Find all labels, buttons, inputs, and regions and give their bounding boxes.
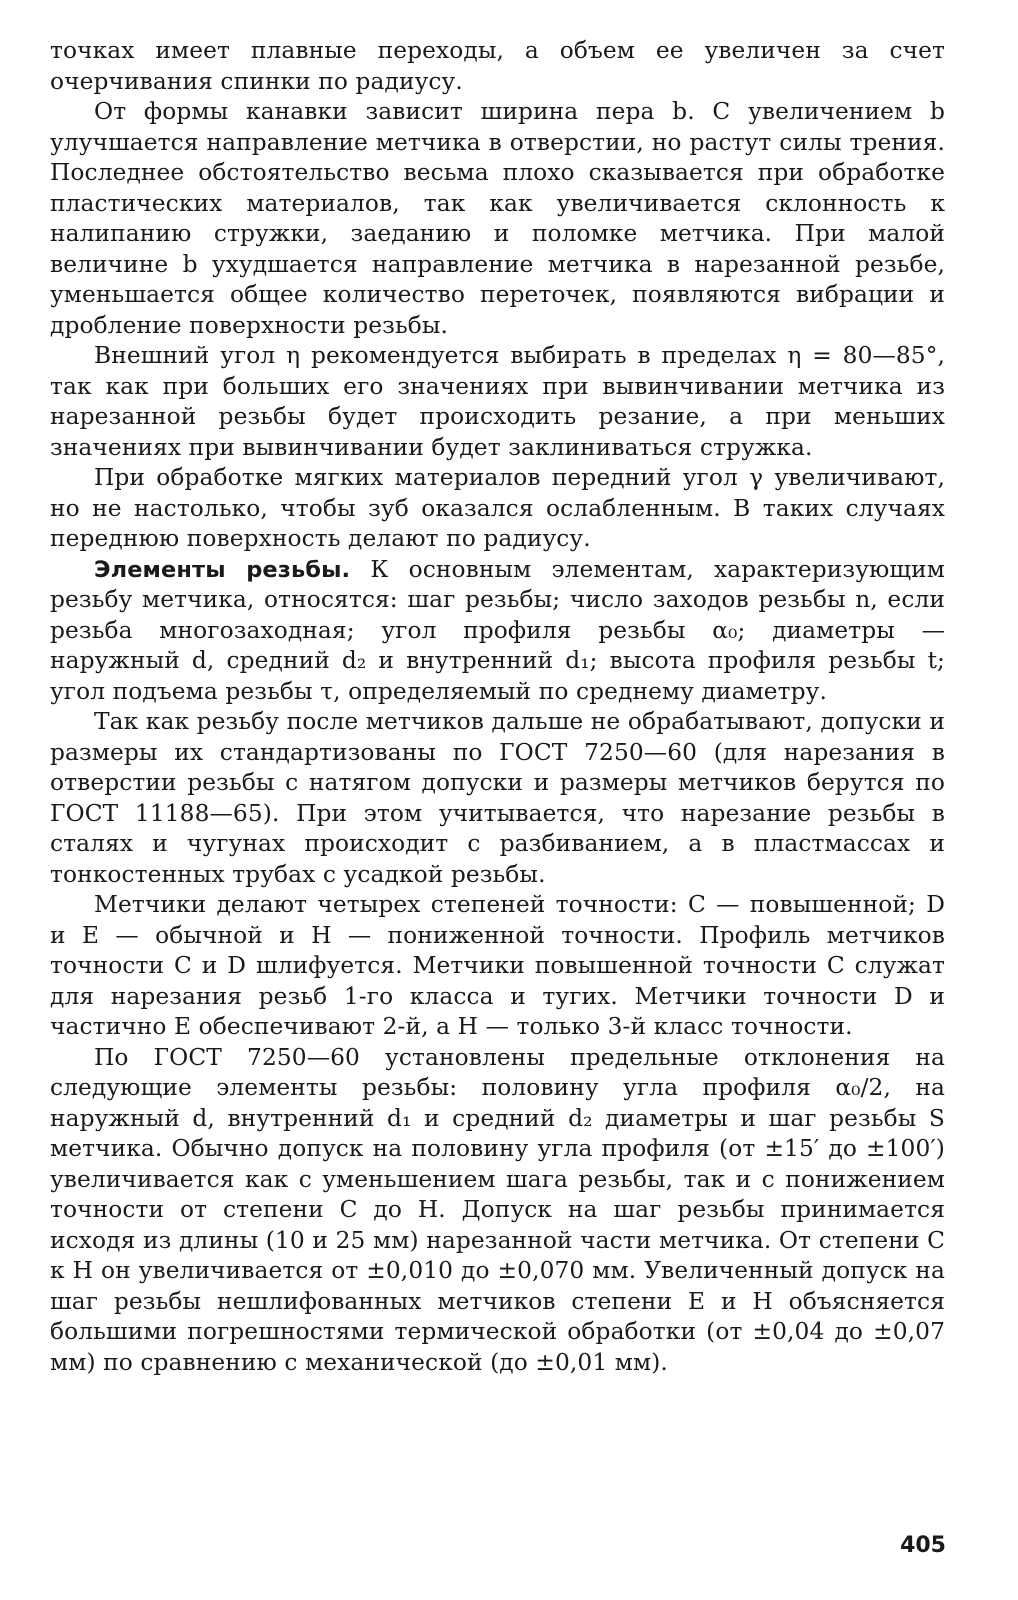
paragraph-4: При обработке мягких материалов передний угол γ увеличивают, но не настолько, чтобы зуб оказался ослабленным. В таких случаях переднюю поверхность делают по радиусу. bbox=[50, 464, 945, 552]
paragraph-3: Внешний угол η рекомендуется выбирать в пределах η = 80—85°, так как при больших его значениях при вывинчивании метчика из нарезанной резьбы будет происходить резание, а при меньших значениях при вывинчивании будет заклиниваться стружка. bbox=[50, 342, 945, 461]
paragraph-2: От формы канавки зависит ширина пера b. С увеличением b улучшается направление метчика в отверстии, но растут силы трения. Последнее обстоятельство весьма плохо сказывается при обработке пластических материалов, так как увеличивается склонность к налипанию стружки, заеданию и поломке метчика. При малой величине b ухудшается направление метчика в нарезанной резьбе, уменьшается общее количество переточек, появляются вибрации и дробление поверхности резьбы. bbox=[50, 98, 945, 339]
section-heading: Элементы резьбы. bbox=[94, 556, 351, 583]
paragraph-5: Так как резьбу после метчиков дальше не обрабатывают, допуски и размеры их стандартизованы по ГОСТ 7250—60 (для нарезания в отверстии резьбы с натягом допуски и размеры метчиков берутся по ГОСТ 11188—65). При этом учитывается, что нарезание резьбы в сталях и чугунах происходит с разбиванием, а в пластмассах и тонкостенных трубах с усадкой резьбы. bbox=[50, 708, 945, 888]
paragraph-1: точках имеет плавные переходы, а объем ее увеличен за счет очерчивания спинки по радиусу. bbox=[50, 37, 945, 95]
page-number: 405 bbox=[900, 1533, 946, 1558]
paragraph-7: По ГОСТ 7250—60 установлены предельные отклонения на следующие элементы резьбы: половину угла профиля α₀/2, на наружный d, внутренний d₁ и средний d₂ диаметры и шаг резьбы S метчика. Обычно допуск на половину угла профиля (от ±15′ до ±100′) увеличивается как с уменьшением шага резьбы, так и с понижением точности от степени C до H. Допуск на шаг резьбы принимается исходя из длины (10 и 25 мм) нарезанной части метчика. От степени C к H он увеличивается от ±0,010 до ±0,070 мм. Увеличенный допуск на шаг резьбы нешлифованных метчиков степени E и H объясняется большими погрешностями термической обработки (от ±0,04 до ±0,07 мм) по сравнению с механической (до ±0,01 мм). bbox=[50, 1043, 945, 1376]
section-text: К основным элементам, характеризующим резьбу метчика, относятся: шаг резьбы; число заходов резьбы n, если резьба многозаходная; угол профиля резьбы α₀; диаметры — наружный d, средний d₂ и внутренний d₁; высота профиля резьбы t; угол подъема резьбы τ, определяемый по среднему диаметру. bbox=[50, 555, 945, 705]
section-paragraph bbox=[50, 555, 945, 708]
paragraph-6: Метчики делают четырех степеней точности: C — повышенной; D и E — обычной и H — пониженной точности. Профиль метчиков точности C и D шлифуется. Метчики повышенной точности C служат для нарезания резьб 1-го класса и тугих. Метчики точности D и частично E обеспечивают 2-й, а H — только 3-й класс точности. bbox=[50, 891, 945, 1040]
page-body bbox=[50, 36, 945, 1378]
